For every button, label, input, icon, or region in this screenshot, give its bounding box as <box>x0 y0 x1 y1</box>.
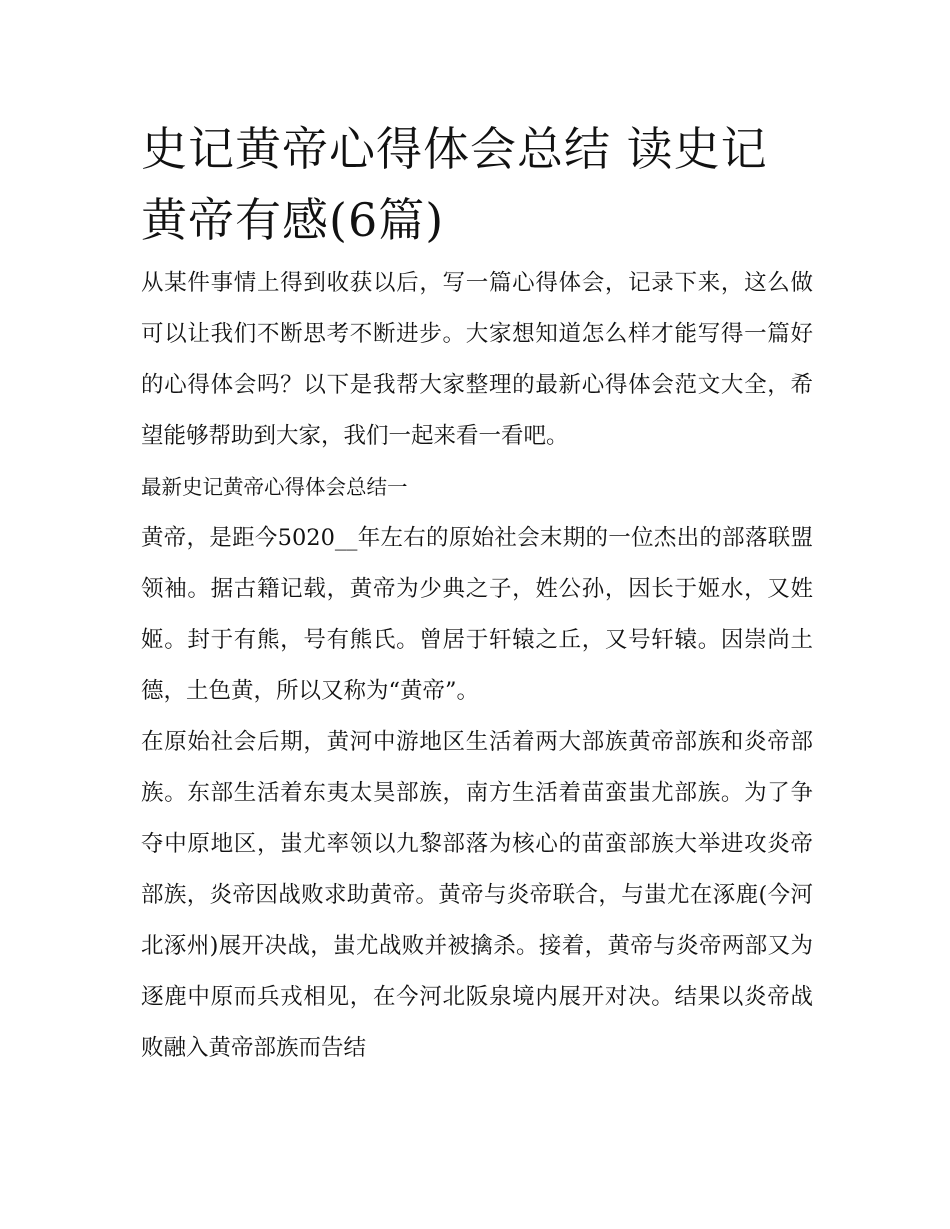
intro-paragraph: 从某件事情上得到收获以后，写一篇心得体会，记录下来，这么做可以让我们不断思考不断进步。大家想知道怎么样才能写得一篇好的心得体会吗？以下是我帮大家整理的最新心得体会范文大全，希望能够帮助到大家，我们一起来看一看吧。 <box>141 270 813 449</box>
body-paragraph-2: 在原始社会后期，黄河中游地区生活着两大部族黄帝部族和炎帝部族。东部生活着东夷太昊部族，南方生活着苗蛮蚩尤部族。为了争夺中原地区，蚩尤率领以九黎部落为核心的苗蛮部族大举进攻炎帝部族，炎帝因战败求助黄帝。黄帝与炎帝联合，与蚩尤在涿鹿(今河北涿州)展开决战，蚩尤战败并被擒杀。接着，黄帝与炎帝两部又为逐鹿中原而兵戎相见，在今河北阪泉境内展开对决。结果以炎帝战败融入黄帝部族而告结 <box>141 729 813 1061</box>
document-page <box>141 114 813 1074</box>
document-title: 史记黄帝心得体会总结 读史记黄帝有感(6篇) <box>141 122 768 247</box>
body-paragraph-1: 黄帝，是距今5020__年左右的原始社会末期的一位杰出的部落联盟领袖。据古籍记载，黄帝为少典之子，姓公孙，因长于姬水，又姓姬。封于有熊，号有熊氏。曾居于轩辕之丘，又号轩辕。因崇尚土德，土色黄，所以又称为“黄帝”。 <box>141 525 813 704</box>
section-heading: 最新史记黄帝心得体会总结一 <box>141 475 408 499</box>
